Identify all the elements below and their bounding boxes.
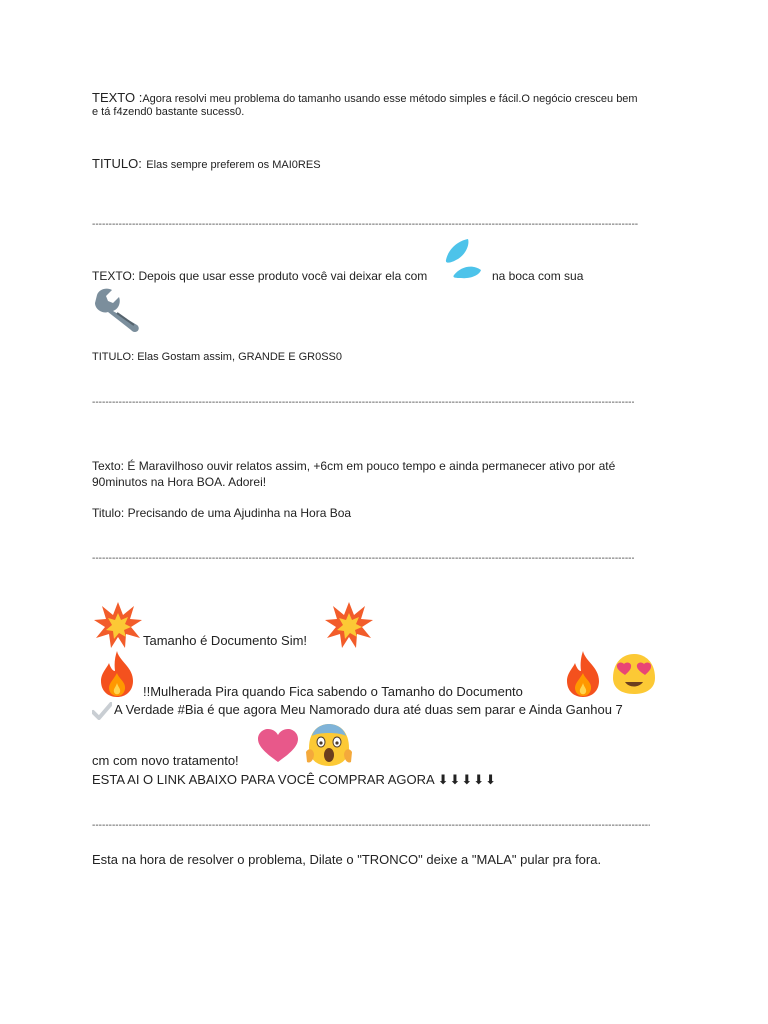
separator — [92, 820, 650, 832]
texto-block2-after: na boca com sua — [492, 269, 584, 283]
texto-block3-line1: Texto: É Maravilhoso ouvir relatos assim, +6cm em pouco tempo e ainda permanecer ativo por até — [92, 459, 616, 473]
check-mark-icon — [92, 702, 112, 720]
block4-line3: A Verdade #Bia é que agora Meu Namorado dura até duas sem parar e Ainda Ganhou 7 — [114, 702, 623, 717]
fire-icon — [565, 651, 601, 697]
fire-icon — [99, 651, 135, 697]
titulo-block2: TITULO: Elas Gostam assim, GRANDE E GR0SS0 — [92, 351, 343, 363]
titulo-label: TITULO: — [92, 156, 142, 171]
closing-line: Esta na hora de resolver o problema, Dilate o "TRONCO" deixe a "MALA" pular pra fora. — [92, 852, 602, 867]
block4-line5 — [92, 772, 497, 788]
texto-label: TEXTO : — [92, 90, 143, 105]
block4-line4: cm com novo tratamento! — [92, 753, 239, 768]
texto-line-2: e tá f4zend0 bastante sucess0. — [92, 106, 245, 118]
texto-block2-before: TEXTO: Depois que usar esse produto você vai deixar ela com — [92, 269, 428, 283]
heart-icon — [256, 728, 300, 764]
collision-icon — [94, 602, 142, 648]
collision-icon — [325, 602, 373, 648]
texto-block3-line2: 90minutos na Hora BOA. Adorei! — [92, 475, 267, 489]
block4-line2: !!Mulherada Pira quando Fica sabendo o Tamanho do Documento — [143, 684, 523, 699]
titulo-block3: Titulo: Precisando de uma Ajudinha na Hora Boa — [92, 506, 352, 520]
separator — [92, 219, 638, 231]
separator — [92, 397, 634, 409]
texto-value: Agora resolvi meu problema do tamanho usando esse método simples e fácil.O negócio cresceu bem — [142, 93, 638, 105]
separator — [92, 553, 634, 565]
wrench-icon — [93, 287, 143, 333]
texto-line-1 — [92, 89, 638, 107]
screaming-face-icon — [304, 722, 354, 768]
block4-line1: Tamanho é Documento Sim! — [143, 633, 308, 648]
droplets-icon — [443, 238, 485, 282]
heart-eyes-icon — [609, 652, 659, 696]
down-arrows-icon: ⬇⬇⬇⬇⬇ — [437, 772, 498, 787]
titulo-value: Elas sempre preferem os MAI0RES — [146, 159, 321, 171]
link-callout: ESTA AI O LINK ABAIXO PARA VOCÊ COMPRAR AGORA — [92, 772, 434, 787]
titulo-line — [92, 155, 321, 173]
